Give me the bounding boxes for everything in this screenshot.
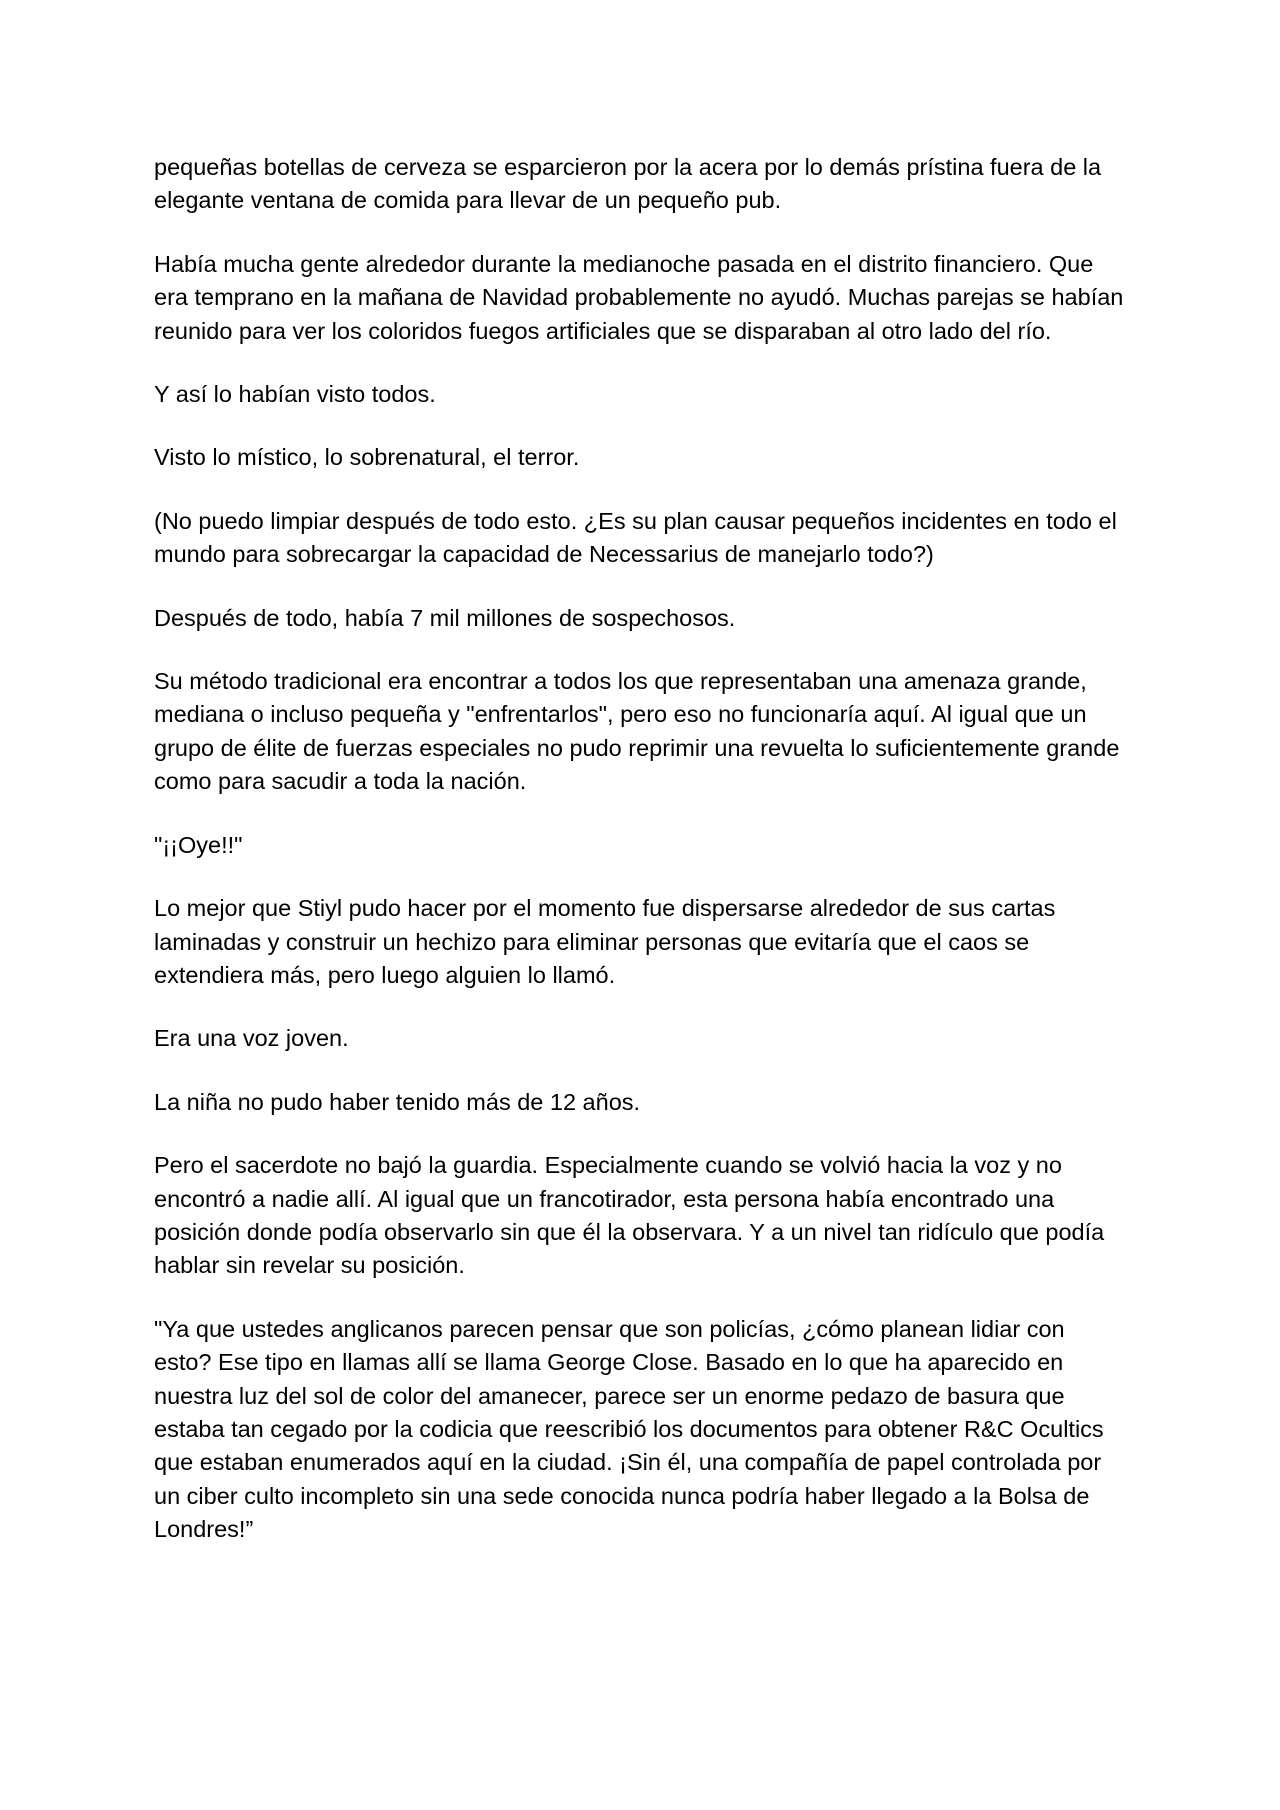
paragraph: pequeñas botellas de cerveza se esparcieron por la acera por lo demás prístina fuera de la elegante ventana de comida para llevar de un pequeño pub. <box>154 154 1102 214</box>
paragraph: Visto lo místico, lo sobrenatural, el terror. <box>154 444 580 471</box>
paragraph: Había mucha gente alrededor durante la medianoche pasada en el distrito financiero. Que era temprano en la mañana de Navidad probablemente no ayudó. Muchas parejas se habían reunido para ver los coloridos fuegos artificiales que se disparaban al otro lado del río. <box>154 250 1124 344</box>
paragraph: Y así lo habían visto todos. <box>154 381 436 408</box>
paragraph-dialogue: "¡¡Oye!!" <box>154 831 243 858</box>
paragraph: Después de todo, había 7 mil millones de sospechosos. <box>154 604 736 631</box>
paragraph: La niña no pudo haber tenido más de 12 años. <box>154 1088 641 1115</box>
paragraph: Era una voz joven. <box>154 1025 349 1052</box>
paragraph: Lo mejor que Stiyl pudo hacer por el momento fue dispersarse alrededor de sus cartas laminadas y construir un hechizo para eliminar personas que evitaría que el caos se extendiera más, pero luego alguien lo llamó. <box>154 895 1056 988</box>
paragraph: (No puedo limpiar después de todo esto. ¿Es su plan causar pequeños incidentes en todo el mundo para sobrecargar la capacidad de Necessarius de manejarlo todo?) <box>154 507 1117 568</box>
paragraph: Su método tradicional era encontrar a todos los que representaban una amenaza grande, mediana o incluso pequeña y "enfrentarlos", pero eso no funcionaría aquí. Al igual que un grupo de élite de fuerzas especiales no pudo reprimir una revuelta lo suficientemente grande como para sacudir a toda la nación. <box>154 668 1120 795</box>
paragraph: Pero el sacerdote no bajó la guardia. Especialmente cuando se volvió hacia la voz y no encontró a nadie allí. Al igual que un francotirador, esta persona había encontrado una posición donde podía observarlo sin que él la observara. Y a un nivel tan ridículo que podía hablar sin revelar su posición. <box>154 1152 1105 1279</box>
paragraph-dialogue: "Ya que ustedes anglicanos parecen pensar que son policías, ¿cómo planean lidiar con esto? Ese tipo en llamas allí se llama George Close. Basado en lo que ha aparecido en nuestra luz del sol de color del amanecer, parece ser un enorme pedazo de basura que estaba tan cegado por la codicia que reescribió los documentos para obtener R&C Ocultics que estaban enumerados aquí en la ciudad. ¡Sin él, una compañía de papel controlada por un ciber culto incompleto sin una sede conocida nunca podría haber llegado a la Bolsa de Londres!” <box>154 1315 1104 1543</box>
